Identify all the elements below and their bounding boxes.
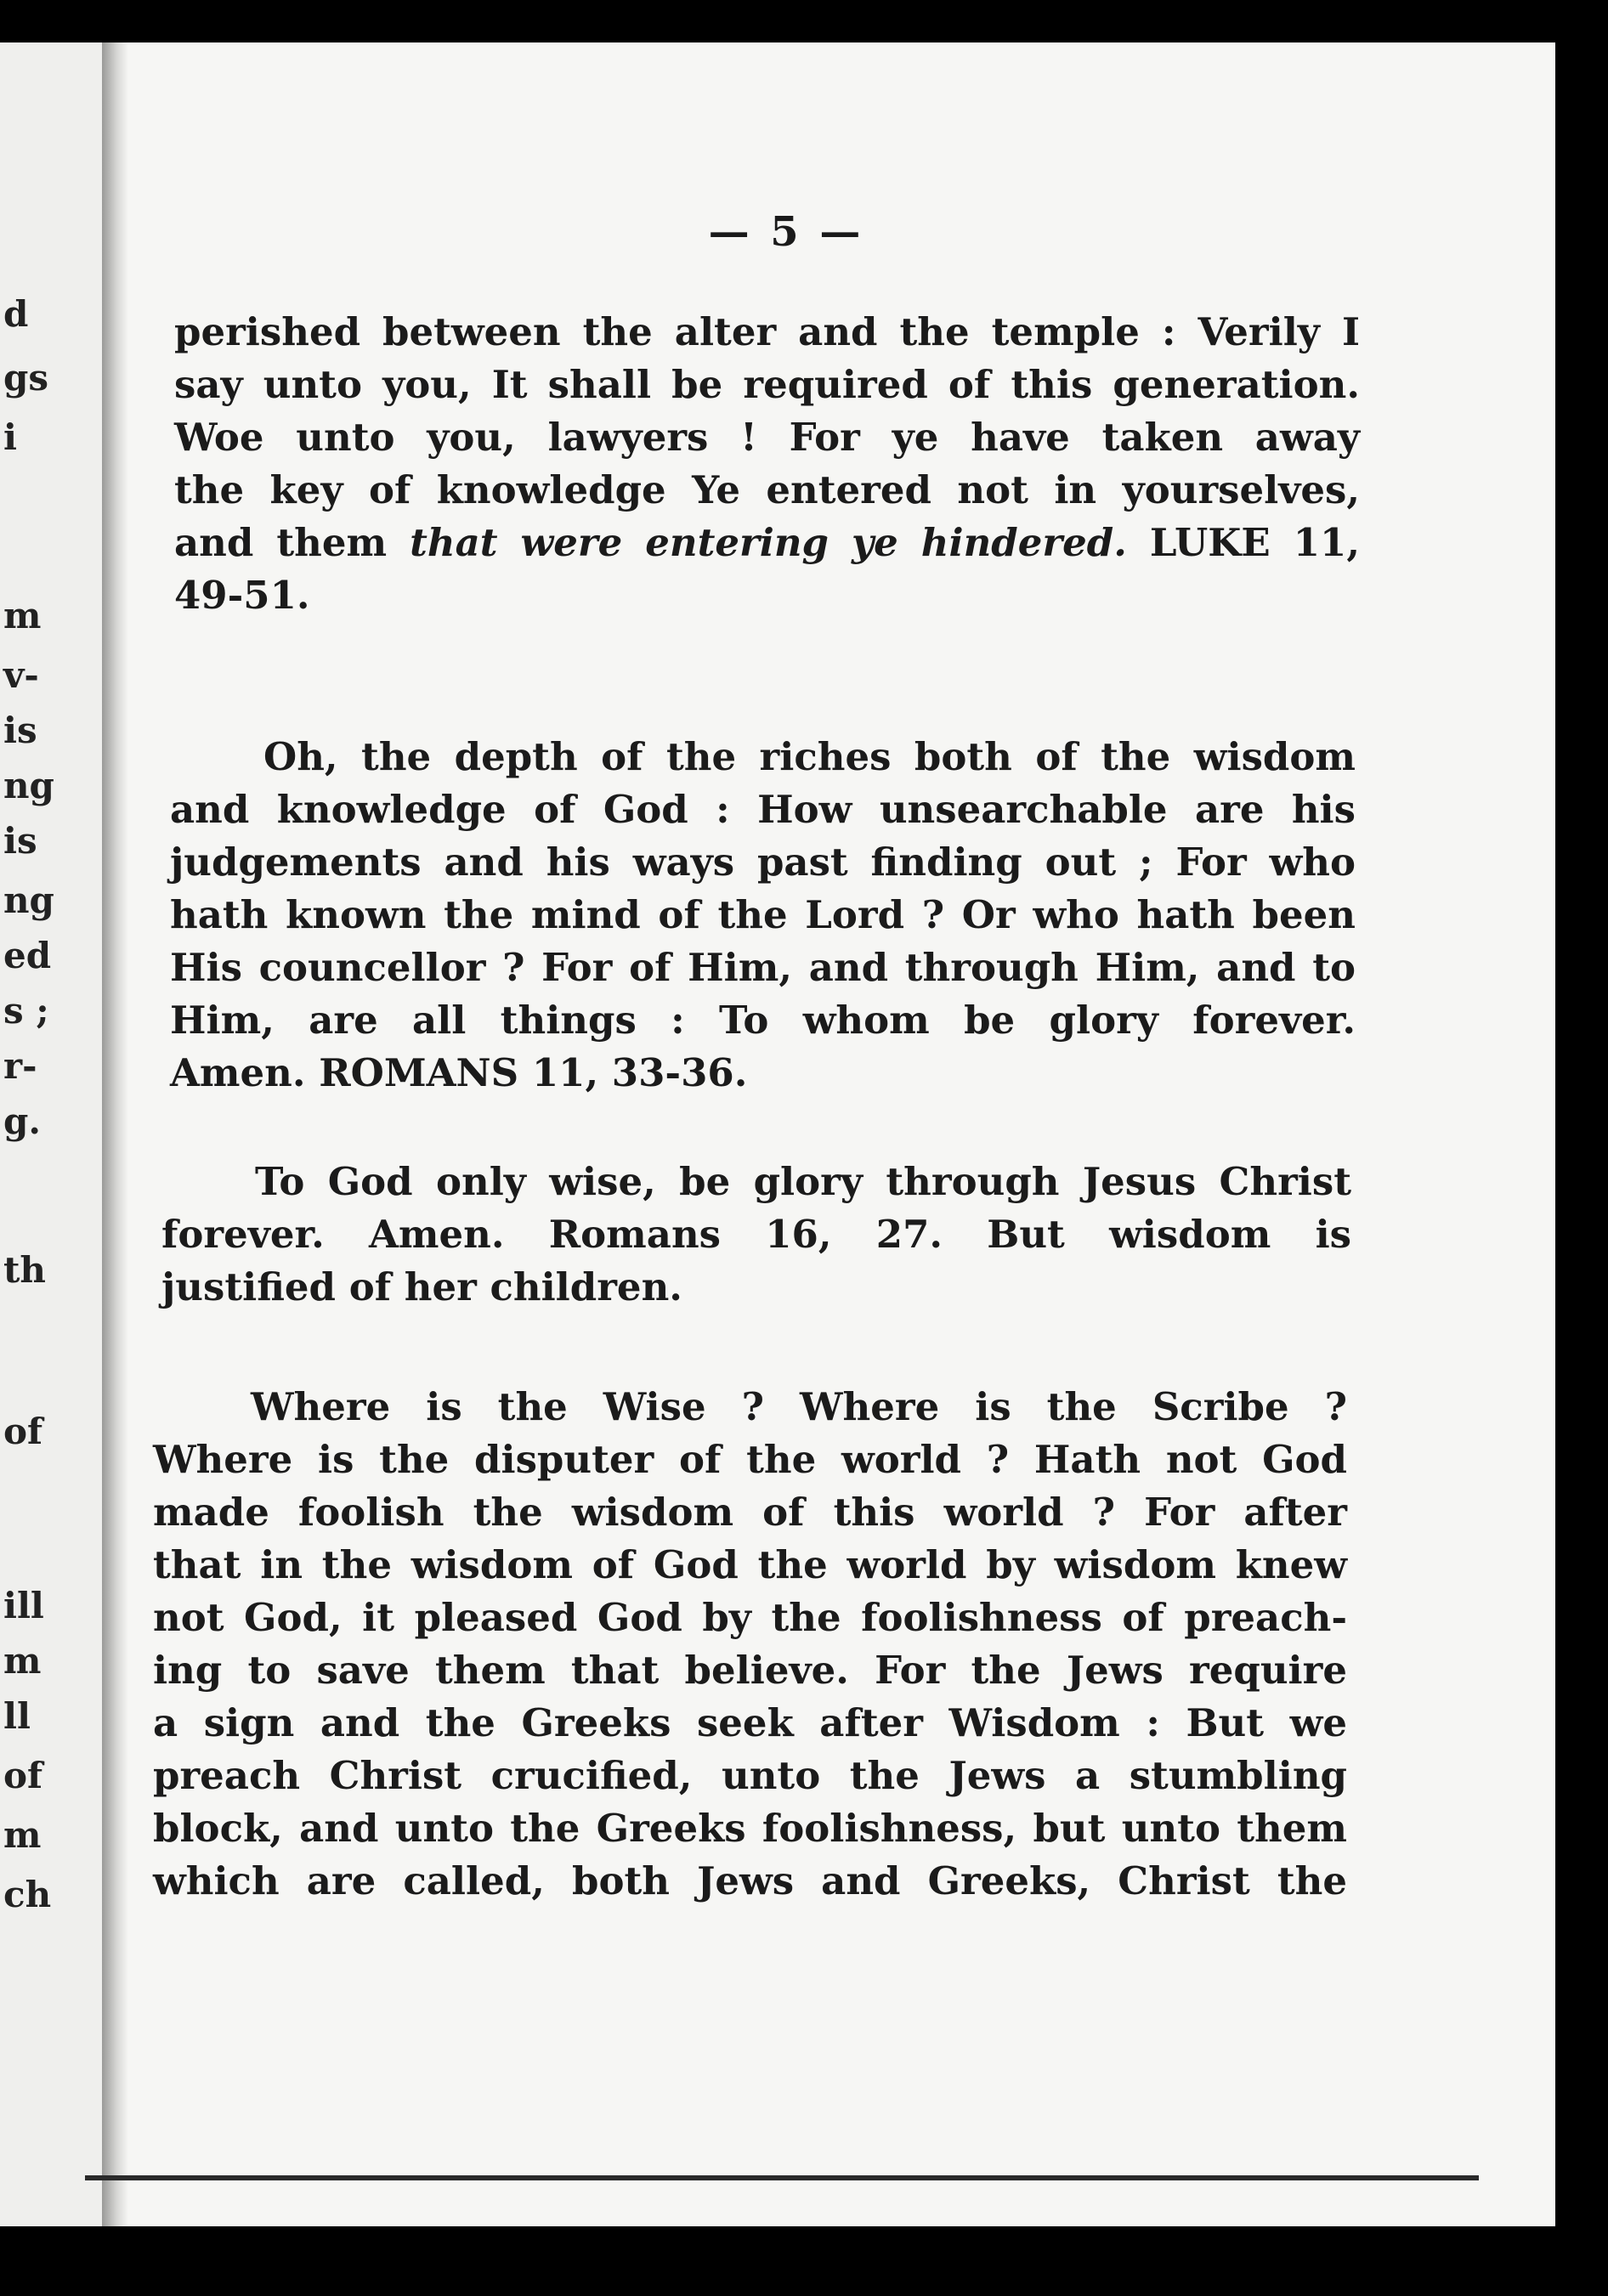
- text-line: the key of knowledge Ye entered not in yourselves,: [174, 467, 1360, 512]
- text-line: that in the wisdom of God the world by wisdom knew: [153, 1542, 1347, 1587]
- left-page-strip: [0, 42, 102, 2226]
- text-line: a sign and the Greeks seek after Wisdom : But we: [153, 1700, 1347, 1745]
- text-line: Oh, the depth of the riches both of the wisdom: [263, 734, 1356, 779]
- left-page-fragment: i: [3, 416, 17, 458]
- text-line: 49-51.: [174, 573, 310, 618]
- text-line: hath known the mind of the Lord ? Or who hath been: [170, 892, 1356, 937]
- left-page-fragment: s ;: [3, 990, 49, 1032]
- text-line: preach Christ crucified, unto the Jews a stumbling: [153, 1753, 1347, 1798]
- scripture-reference: ROMANS: [319, 1050, 519, 1095]
- left-page-fragment: gs: [3, 357, 49, 399]
- paragraph-luke: [174, 306, 1360, 622]
- left-page-fragment: th: [3, 1249, 46, 1291]
- text-line: say unto you, It shall be required of this generation.: [174, 362, 1360, 407]
- text-line: Where is the disputer of the world ? Hath not God: [153, 1437, 1347, 1482]
- text-line: which are called, both Jews and Greeks, Christ the: [153, 1858, 1347, 1903]
- text-line: made foolish the wisdom of this world ? For after: [153, 1490, 1347, 1535]
- text-line: not God, it pleased God by the foolishness of preach-: [153, 1595, 1347, 1640]
- scripture-reference: LUKE 11,: [1149, 520, 1360, 565]
- left-page-fragment: m: [3, 1814, 42, 1856]
- left-page-fragment: g.: [3, 1100, 41, 1142]
- paragraph-romans-16: [161, 1156, 1351, 1314]
- text-line: forever. Amen. Romans 16, 27. But wisdom is: [161, 1212, 1351, 1257]
- left-page-fragment: ng: [3, 879, 54, 921]
- italic-phrase: that were entering ye hindered.: [410, 520, 1127, 565]
- left-page-fragment: ng: [3, 765, 54, 806]
- page-bottom-edge: [85, 2175, 1479, 2180]
- text-line: perished between the alter and the temple : Verily I: [174, 309, 1360, 354]
- book-page: [127, 42, 1555, 2226]
- left-page-fragment: m: [3, 595, 42, 636]
- left-page-fragment: r-: [3, 1045, 37, 1087]
- left-page-fragment: ill: [3, 1585, 44, 1626]
- text-line: To God only wise, be glory through Jesus Christ: [255, 1159, 1351, 1204]
- left-page-fragment: ch: [3, 1874, 52, 1915]
- text-line: Woe unto you, lawyers ! For ye have taken away: [174, 415, 1360, 460]
- book-gutter: [102, 42, 127, 2226]
- text-line: block, and unto the Greeks foolishness, but unto them: [153, 1806, 1347, 1851]
- text-line: His councellor ? For of Him, and through Him, and to: [170, 945, 1356, 990]
- left-page-fragment: of: [3, 1411, 43, 1452]
- paragraph-romans-11: [170, 731, 1356, 1100]
- left-page-fragment: of: [3, 1755, 43, 1796]
- text-line: and knowledge of God : How unsearchable are his: [170, 787, 1356, 832]
- paragraph-corinthians: [153, 1381, 1347, 1908]
- page-number: — 5 —: [708, 208, 864, 256]
- left-page-fragment: d: [3, 293, 29, 335]
- text-line: Amen. ROMANS 11, 33-36.: [170, 1050, 748, 1095]
- left-page-fragment: ll: [3, 1695, 31, 1737]
- text-line: and them that were entering ye hindered. LUKE 11,: [174, 520, 1360, 565]
- text-line: Him, are all things : To whom be glory forever.: [170, 998, 1356, 1043]
- left-page-fragment: is: [3, 820, 37, 862]
- text-line: justified of her children.: [161, 1264, 682, 1309]
- left-page-fragment: m: [3, 1640, 42, 1682]
- left-page-fragment: ed: [3, 935, 52, 976]
- text-line: judgements and his ways past finding out ; For who: [170, 840, 1356, 885]
- text-line: Where is the Wise ? Where is the Scribe ?: [251, 1384, 1347, 1429]
- text-line: ing to save them that believe. For the Jews require: [153, 1648, 1347, 1693]
- left-page-fragment: v-: [3, 654, 39, 696]
- left-page-fragment: is: [3, 710, 37, 751]
